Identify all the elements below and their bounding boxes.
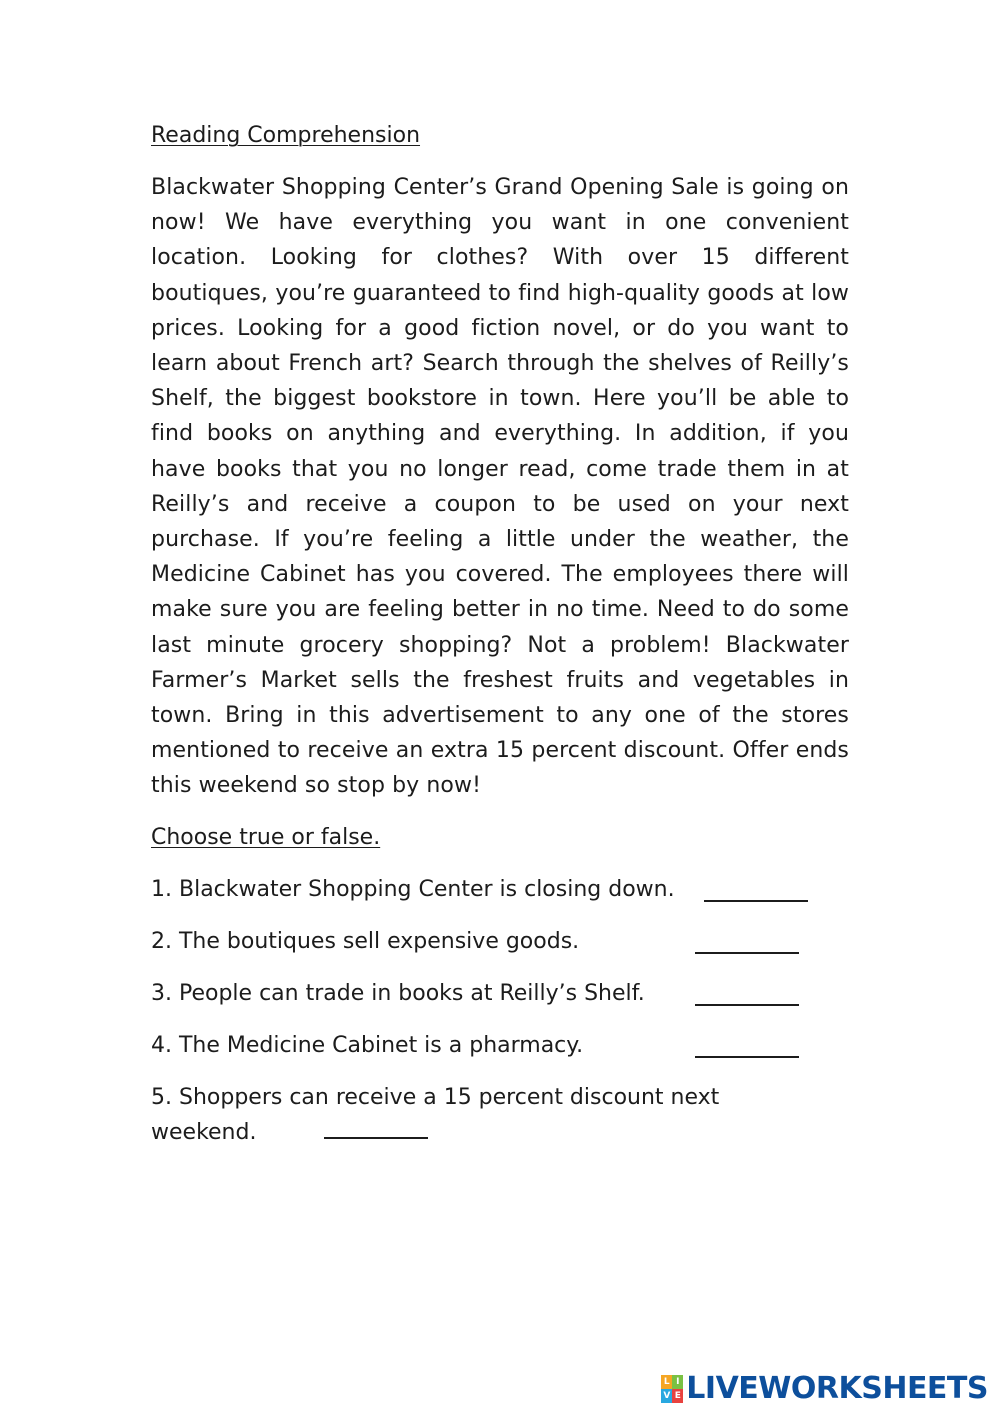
instruction-text: Choose true or false. — [151, 824, 381, 850]
answer-blank-1[interactable] — [704, 878, 808, 902]
answer-blank-5[interactable] — [324, 1115, 428, 1139]
logo-text: LIVEWORKSHEETS — [686, 1371, 988, 1406]
answer-blank-2[interactable] — [695, 930, 799, 954]
worksheet — [151, 118, 849, 1167]
liveworksheets-logo[interactable] — [661, 1372, 988, 1406]
worksheet-heading: Reading Comprehension — [151, 123, 421, 148]
question-text: 2. The boutiques sell expensive goods. — [151, 928, 580, 954]
question-item — [151, 976, 849, 1011]
question-item — [151, 924, 849, 959]
answer-blank-3[interactable] — [695, 982, 799, 1006]
logo-icon-letter: L — [661, 1375, 672, 1389]
question-text: 5. Shoppers can receive a 15 percent discount next weekend. — [151, 1084, 720, 1145]
question-item — [151, 1028, 849, 1063]
question-text: 4. The Medicine Cabinet is a pharmacy. — [151, 1032, 584, 1058]
question-item — [151, 872, 849, 907]
liveworksheets-logo-icon — [661, 1375, 683, 1403]
logo-icon-letter: V — [661, 1389, 672, 1403]
logo-icon-letter: I — [672, 1375, 683, 1389]
question-text: 1. Blackwater Shopping Center is closing down. — [151, 876, 675, 902]
reading-passage: Blackwater Shopping Center’s Grand Opening Sale is going on now! We have everything you want in one convenient location. Looking for clothes? With over 15 different boutiques, you’re guaranteed to find high-quality goods at low prices. Looking for a good fiction novel, or do you want to learn about French art? Search through the shelves of Reilly’s Shelf, the biggest bookstore in town. Here you’ll be able to find books on anything and everything. In addition, if you have books that you no longer read, come trade them in at Reilly’s and receive a coupon to be used on your next purchase. If you’re feeling a little under the weather, the Medicine Cabinet has you covered. The employees there will make sure you are feeling better in no time. Need to do some last minute grocery shopping? Not a problem! Blackwater Farmer’s Market sells the freshest fruits and vegetables in town. Bring in this advertisement to any one of the stores mentioned to receive an extra 15 percent discount. Offer ends this weekend so stop by now! — [151, 175, 849, 799]
question-item — [151, 1080, 771, 1150]
answer-blank-4[interactable] — [695, 1034, 799, 1058]
logo-icon-letter: E — [672, 1389, 683, 1403]
question-text: 3. People can trade in books at Reilly’s Shelf. — [151, 980, 645, 1006]
